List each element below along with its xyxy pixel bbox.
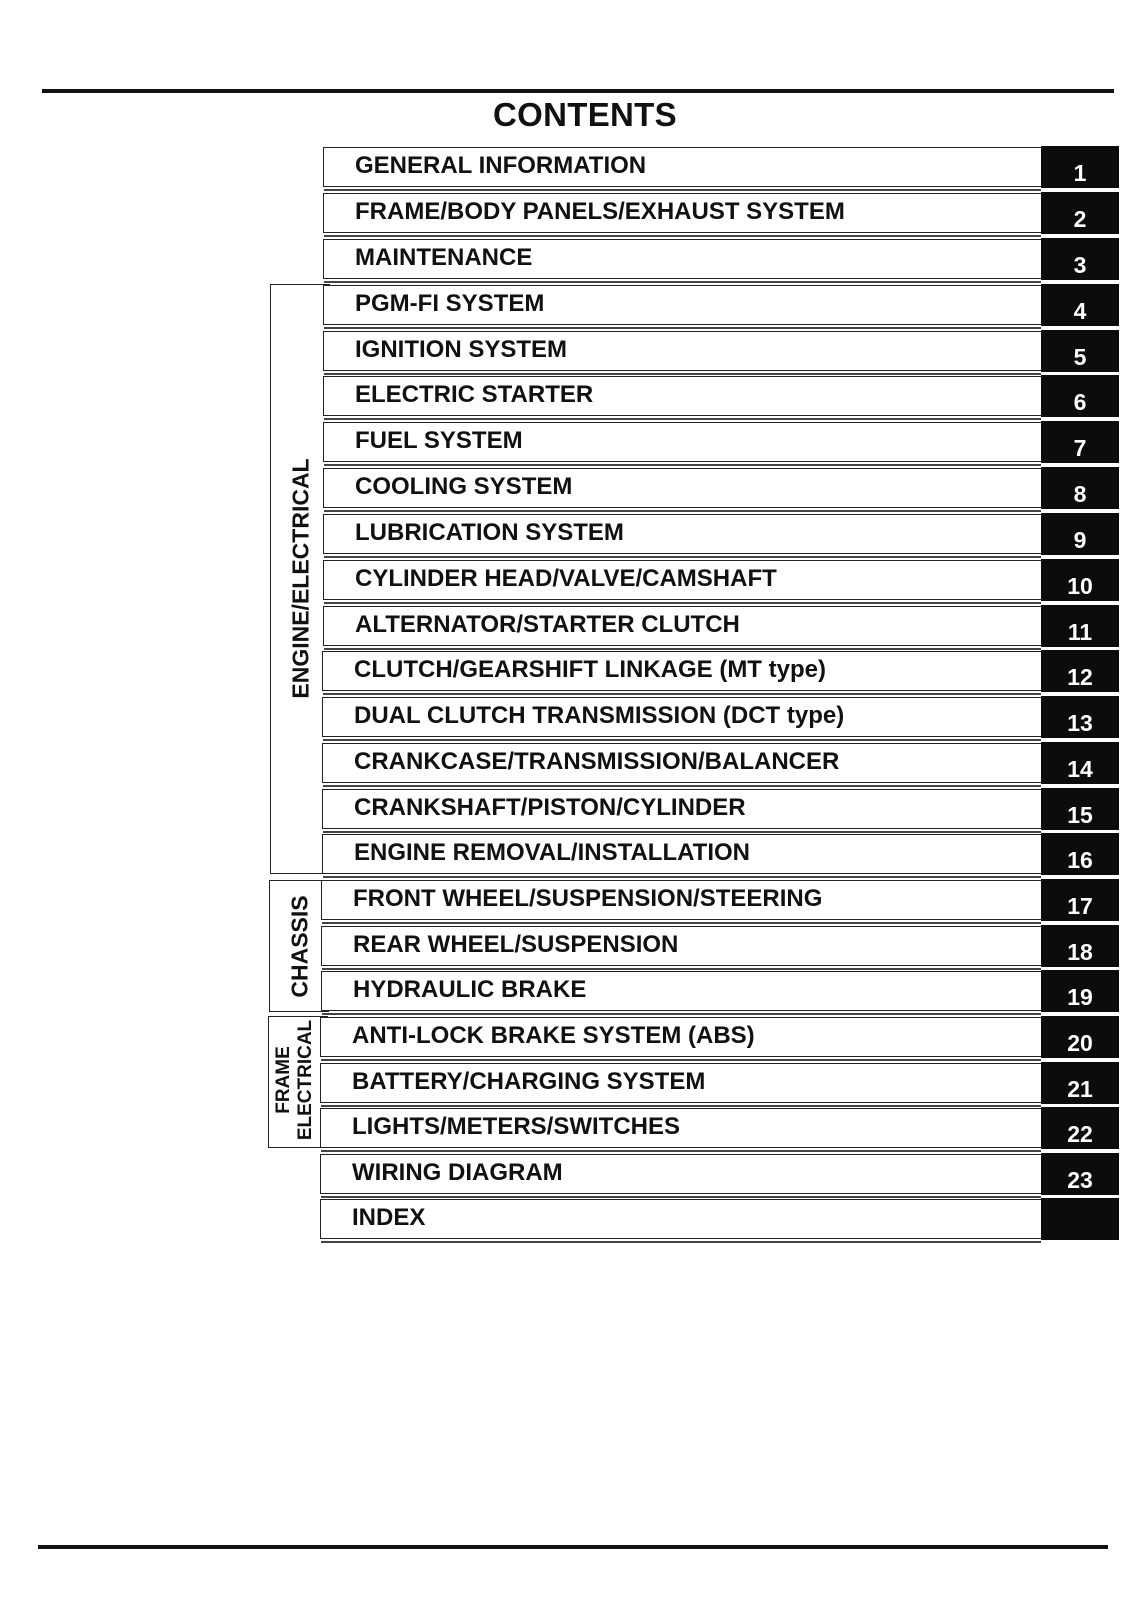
toc-row[interactable]: [323, 193, 1119, 233]
toc-row[interactable]: [323, 606, 1119, 646]
toc-row[interactable]: [321, 971, 1119, 1011]
section-tab[interactable]: 19: [1041, 970, 1119, 1012]
row-underline: [323, 693, 1041, 695]
section-label: CRANKSHAFT/PISTON/CYLINDER: [354, 794, 746, 821]
toc-row[interactable]: [323, 331, 1119, 371]
section-tab[interactable]: [1041, 1198, 1119, 1240]
toc-row[interactable]: [320, 1199, 1119, 1239]
section-label: CLUTCH/GEARSHIFT LINKAGE (MT type): [354, 656, 826, 683]
row-underline: [324, 602, 1041, 604]
row-underline: [324, 235, 1041, 237]
section-label: WIRING DIAGRAM: [352, 1159, 563, 1186]
section-label: REAR WHEEL/SUSPENSION: [353, 931, 679, 958]
section-tab[interactable]: 23: [1041, 1153, 1119, 1195]
section-label: IGNITION SYSTEM: [355, 336, 568, 363]
toc-row[interactable]: [323, 560, 1119, 600]
section-label: ELECTRIC STARTER: [355, 381, 594, 408]
group-engine-electrical: [270, 284, 330, 874]
row-underline: [324, 648, 1041, 650]
section-tab[interactable]: 13: [1041, 696, 1119, 738]
toc-row[interactable]: [322, 789, 1119, 829]
section-label: ENGINE REMOVAL/INSTALLATION: [354, 839, 750, 866]
row-underline: [322, 1013, 1041, 1015]
section-tab[interactable]: 18: [1041, 925, 1119, 967]
row-underline: [324, 281, 1041, 283]
toc-row[interactable]: [320, 1154, 1119, 1194]
group-label-electrical: ELECTRICAL: [295, 1019, 316, 1141]
row-underline: [324, 327, 1041, 329]
section-tab[interactable]: 1: [1041, 146, 1119, 188]
section-tab[interactable]: 17: [1041, 879, 1119, 921]
section-tab[interactable]: 2: [1041, 192, 1119, 234]
toc-row[interactable]: [321, 880, 1119, 920]
toc-row[interactable]: [323, 147, 1119, 187]
row-underline: [322, 922, 1041, 924]
row-underline: [324, 556, 1041, 558]
toc-row[interactable]: [323, 376, 1119, 416]
section-tab[interactable]: 14: [1041, 742, 1119, 784]
toc-row[interactable]: [322, 834, 1119, 874]
group-chassis: [269, 880, 329, 1012]
section-tab[interactable]: 11: [1041, 605, 1119, 647]
toc-row[interactable]: [320, 1063, 1119, 1103]
row-underline: [324, 464, 1041, 466]
row-underline: [323, 831, 1041, 833]
section-label: LUBRICATION SYSTEM: [355, 519, 624, 546]
section-label: CYLINDER HEAD/VALVE/CAMSHAFT: [355, 565, 777, 592]
section-label: CRANKCASE/TRANSMISSION/BALANCER: [354, 748, 840, 775]
row-underline: [321, 1196, 1041, 1198]
section-tab[interactable]: 21: [1041, 1062, 1119, 1104]
section-tab[interactable]: 16: [1041, 833, 1119, 875]
toc-row[interactable]: [322, 697, 1119, 737]
section-tab[interactable]: 6: [1041, 375, 1119, 417]
section-tab[interactable]: 9: [1041, 513, 1119, 555]
section-tab[interactable]: 5: [1041, 330, 1119, 372]
section-label: ALTERNATOR/STARTER CLUTCH: [355, 611, 740, 638]
section-label: HYDRAULIC BRAKE: [353, 976, 587, 1003]
section-label: MAINTENANCE: [355, 244, 533, 271]
section-label: BATTERY/CHARGING SYSTEM: [352, 1068, 706, 1095]
section-label: DUAL CLUTCH TRANSMISSION (DCT type): [354, 702, 845, 729]
row-underline: [324, 189, 1041, 191]
page-title: CONTENTS: [493, 96, 677, 133]
section-tab[interactable]: 8: [1041, 467, 1119, 509]
section-label: GENERAL INFORMATION: [355, 152, 647, 179]
toc-row[interactable]: [321, 926, 1119, 966]
section-tab[interactable]: 20: [1041, 1016, 1119, 1058]
row-underline: [322, 968, 1041, 970]
row-underline: [323, 785, 1041, 787]
section-label: FUEL SYSTEM: [355, 427, 523, 454]
toc-row[interactable]: [322, 651, 1119, 691]
section-tab[interactable]: 4: [1041, 284, 1119, 326]
row-underline: [323, 876, 1041, 878]
row-underline: [324, 418, 1041, 420]
section-tab[interactable]: 15: [1041, 788, 1119, 830]
section-tab[interactable]: 12: [1041, 650, 1119, 692]
row-underline: [321, 1150, 1041, 1152]
group-label-engine-electrical: ENGINE/ELECTRICAL: [287, 458, 314, 699]
section-label: COOLING SYSTEM: [355, 473, 573, 500]
toc-row[interactable]: [323, 239, 1119, 279]
row-underline: [321, 1105, 1041, 1107]
row-underline: [324, 510, 1041, 512]
section-label: FRONT WHEEL/SUSPENSION/STEERING: [353, 885, 823, 912]
row-underline: [321, 1059, 1041, 1061]
section-label: ANTI-LOCK BRAKE SYSTEM (ABS): [352, 1022, 755, 1049]
toc-row[interactable]: [320, 1017, 1119, 1057]
toc-row[interactable]: [323, 285, 1119, 325]
bottom-rule: [38, 1545, 1108, 1549]
group-label-chassis: CHASSIS: [286, 895, 313, 998]
toc-row[interactable]: [323, 422, 1119, 462]
section-tab[interactable]: 10: [1041, 559, 1119, 601]
group-frame-electrical: [268, 1016, 328, 1148]
section-tab[interactable]: 3: [1041, 238, 1119, 280]
section-tab[interactable]: 7: [1041, 421, 1119, 463]
row-underline: [324, 373, 1041, 375]
row-underline: [321, 1241, 1041, 1243]
toc-row[interactable]: [323, 468, 1119, 508]
group-label-frame: FRAME: [273, 1046, 294, 1114]
toc-row[interactable]: [320, 1108, 1119, 1148]
section-label: INDEX: [352, 1204, 426, 1231]
section-tab[interactable]: 22: [1041, 1107, 1119, 1149]
row-underline: [323, 739, 1041, 741]
section-label: FRAME/BODY PANELS/EXHAUST SYSTEM: [355, 198, 845, 225]
section-label: PGM-FI SYSTEM: [355, 290, 545, 317]
section-label: LIGHTS/METERS/SWITCHES: [352, 1113, 681, 1140]
toc-row[interactable]: [322, 743, 1119, 783]
toc-row[interactable]: [323, 514, 1119, 554]
